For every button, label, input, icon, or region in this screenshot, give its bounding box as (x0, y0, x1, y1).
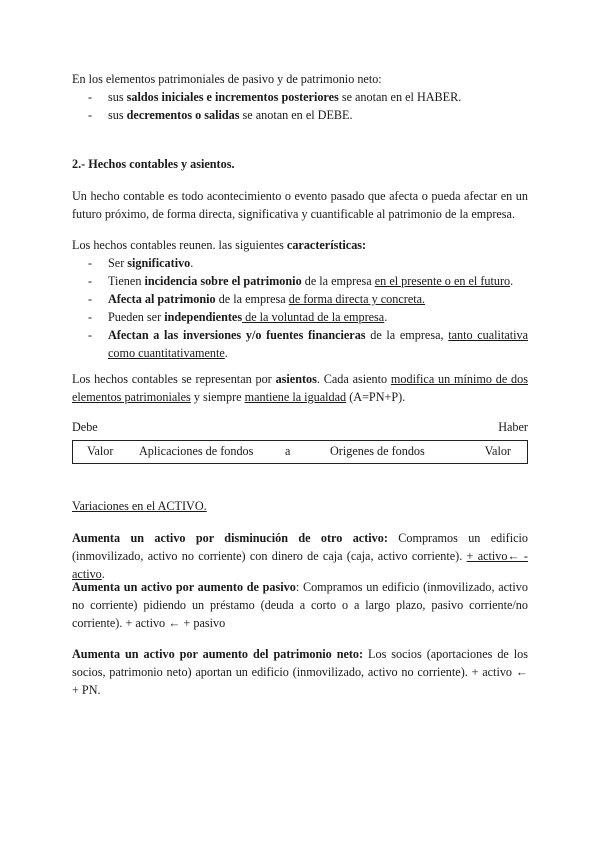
definition-paragraph: Un hecho contable es todo acontecimiento o evento pasado que afecta o pueda afectar en un futuro próximo, de forma directa, significativa y cuantificable al patrimonio de la empresa. (72, 189, 528, 221)
journal-entry-row (72, 440, 528, 464)
asientos-paragraph: Los hechos contables se representan por asientos. Cada asiento modifica un mínimo de dos elementos patrimoniales y siempre mantiene la igualdad (A=PN+P). (72, 372, 528, 404)
list-item: - sus saldos iniciales e incrementos posteriores se anotan en el HABER. (72, 88, 528, 106)
activo-paragraph-2: Aumenta un activo por aumento de pasivo: Compramos un edificio (inmovilizado, activo no corriente) pidiendo un préstamo (deuda a corto o a largo plazo, pasivo corriente/no corriente). + activo ← + pasivo (72, 580, 528, 630)
list-item: - Pueden ser independientes de la voluntad de la empresa. (72, 308, 528, 326)
list-item: - Afecta al patrimonio de la empresa de forma directa y concreta. (72, 290, 528, 308)
activo-title: Variaciones en el ACTIVO. (72, 499, 207, 513)
a-connector-cell: a (285, 444, 291, 458)
credit-value-cell: Valor (484, 444, 511, 458)
activo-paragraph-3: Aumenta un activo por aumento del patrimonio neto: Los socios (aportaciones de los socios, patrimonio neto) aportan un edificio (inmovilizado, activo no corriente). + activo ← + PN. (72, 647, 528, 697)
characteristics-list (72, 254, 528, 362)
debe-label: Debe (72, 420, 98, 434)
list-item: - sus decrementos o salidas se anotan en el DEBE. (72, 106, 528, 124)
activo-paragraph-1: Aumenta un activo por disminución de otro activo: Compramos un edificio (inmovilizado, activo no corriente) con dinero de caja (caja, activo corriente). + activo← - activo. (72, 531, 528, 581)
characteristics-intro: Los hechos contables reunen. las siguientes características: (72, 238, 367, 252)
origins-cell: Origenes de fondos (330, 444, 425, 458)
debit-value-cell: Valor (87, 444, 114, 458)
intro-block (72, 70, 528, 124)
intro-list (72, 88, 528, 124)
section-heading: 2.- Hechos contables y asientos. (72, 157, 235, 171)
haber-label: Haber (498, 420, 528, 434)
list-item: - Tienen incidencia sobre el patrimonio de la empresa en el presente o en el futuro. (72, 272, 528, 290)
list-item: - Ser significativo. (72, 254, 528, 272)
characteristics-block (72, 236, 528, 362)
applications-cell: Aplicaciones de fondos (139, 444, 254, 458)
list-item: - Afectan a las inversiones y/o fuentes financieras de la empresa, tanto cualitativa como cuantitativamente. (72, 326, 528, 362)
intro-text: En los elementos patrimoniales de pasivo y de patrimonio neto: (72, 72, 382, 86)
